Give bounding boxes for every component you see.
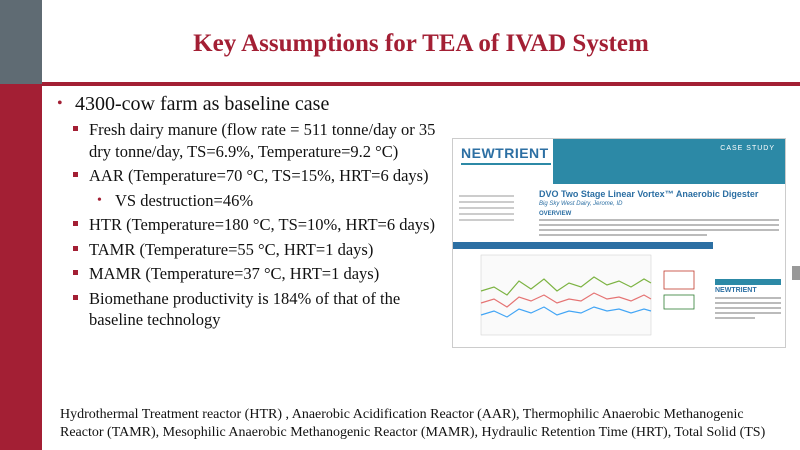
newtrient-contact bbox=[715, 279, 781, 319]
bullet-manure bbox=[57, 119, 457, 162]
bullet-htr bbox=[57, 214, 457, 236]
overview-text-lines bbox=[539, 219, 779, 239]
square-bullet-icon bbox=[73, 126, 78, 131]
footnote: Hydrothermal Treatment reactor (HTR) , Anaerobic Acidification Reactor (AAR), Thermophilic Anaerobic Methanogenic Reactor (TAMR), Mesophilic Anaerobic Methanogenic Reactor (MAMR), Hydraulic Retention Time (HRT), Total Solid (TS) bbox=[60, 407, 766, 440]
scroll-handle[interactable] bbox=[792, 266, 800, 280]
title-divider bbox=[42, 82, 800, 86]
square-bullet-icon bbox=[73, 172, 78, 177]
case-study-subheading: Big Sky West Dairy, Jerome, ID bbox=[539, 201, 623, 207]
case-study-band bbox=[553, 139, 785, 184]
bullet-biomethane-text: Biomethane productivity is 184% of that of the baseline technology bbox=[89, 288, 401, 329]
bullet-aar-text: AAR (Temperature=70 °C, TS=15%, HRT=6 days) bbox=[89, 166, 429, 185]
square-bullet-icon bbox=[73, 246, 78, 251]
vendor-info bbox=[459, 191, 514, 225]
bullet-list bbox=[57, 90, 457, 331]
logo-underline bbox=[461, 163, 551, 165]
case-study-image bbox=[452, 138, 786, 348]
right-logo: NEWTRIENT bbox=[715, 279, 781, 294]
case-study-overview: OVERVIEW bbox=[539, 211, 572, 217]
bullet-vs bbox=[57, 190, 457, 212]
bullet-mamr-text: MAMR (Temperature=37 °C, HRT=1 days) bbox=[89, 264, 380, 283]
bullet-aar bbox=[57, 165, 457, 187]
bullet-tamr-text: TAMR (Temperature=55 °C, HRT=1 days) bbox=[89, 239, 374, 259]
square-bullet-icon bbox=[73, 270, 78, 275]
bullet-manure-text: Fresh dairy manure (flow rate = 511 tonne/day or 35 dry tonne/day, TS=6.9%, Temperature=9.2 °C) bbox=[89, 120, 436, 161]
bullet-dot-icon: • bbox=[97, 192, 102, 208]
bullet-htr-text: HTR (Temperature=180 °C, TS=10%, HRT=6 days) bbox=[89, 215, 435, 234]
bullet-main bbox=[57, 92, 457, 116]
bullet-dot-icon: • bbox=[57, 95, 63, 112]
bullet-mamr bbox=[57, 263, 457, 285]
square-bullet-icon bbox=[73, 295, 78, 300]
production-chart bbox=[459, 251, 709, 345]
square-bullet-icon bbox=[73, 221, 78, 226]
bullet-biomethane bbox=[57, 288, 457, 331]
bullet-tamr bbox=[57, 239, 457, 261]
case-study-heading: DVO Two Stage Linear Vortex™ Anaerobic Digester bbox=[539, 189, 759, 199]
left-red-bar bbox=[0, 84, 42, 450]
bullet-main-text: 4300-cow farm as baseline case bbox=[75, 93, 330, 115]
figure-caption-bar bbox=[453, 242, 713, 249]
slide-title: Key Assumptions for TEA of IVAD System bbox=[193, 30, 649, 57]
case-study-label: CASE STUDY bbox=[720, 145, 775, 152]
bullet-vs-text: VS destruction=46% bbox=[115, 190, 254, 210]
left-gray-bar bbox=[0, 0, 42, 84]
newtrient-logo: NEWTRIENT bbox=[461, 145, 549, 161]
